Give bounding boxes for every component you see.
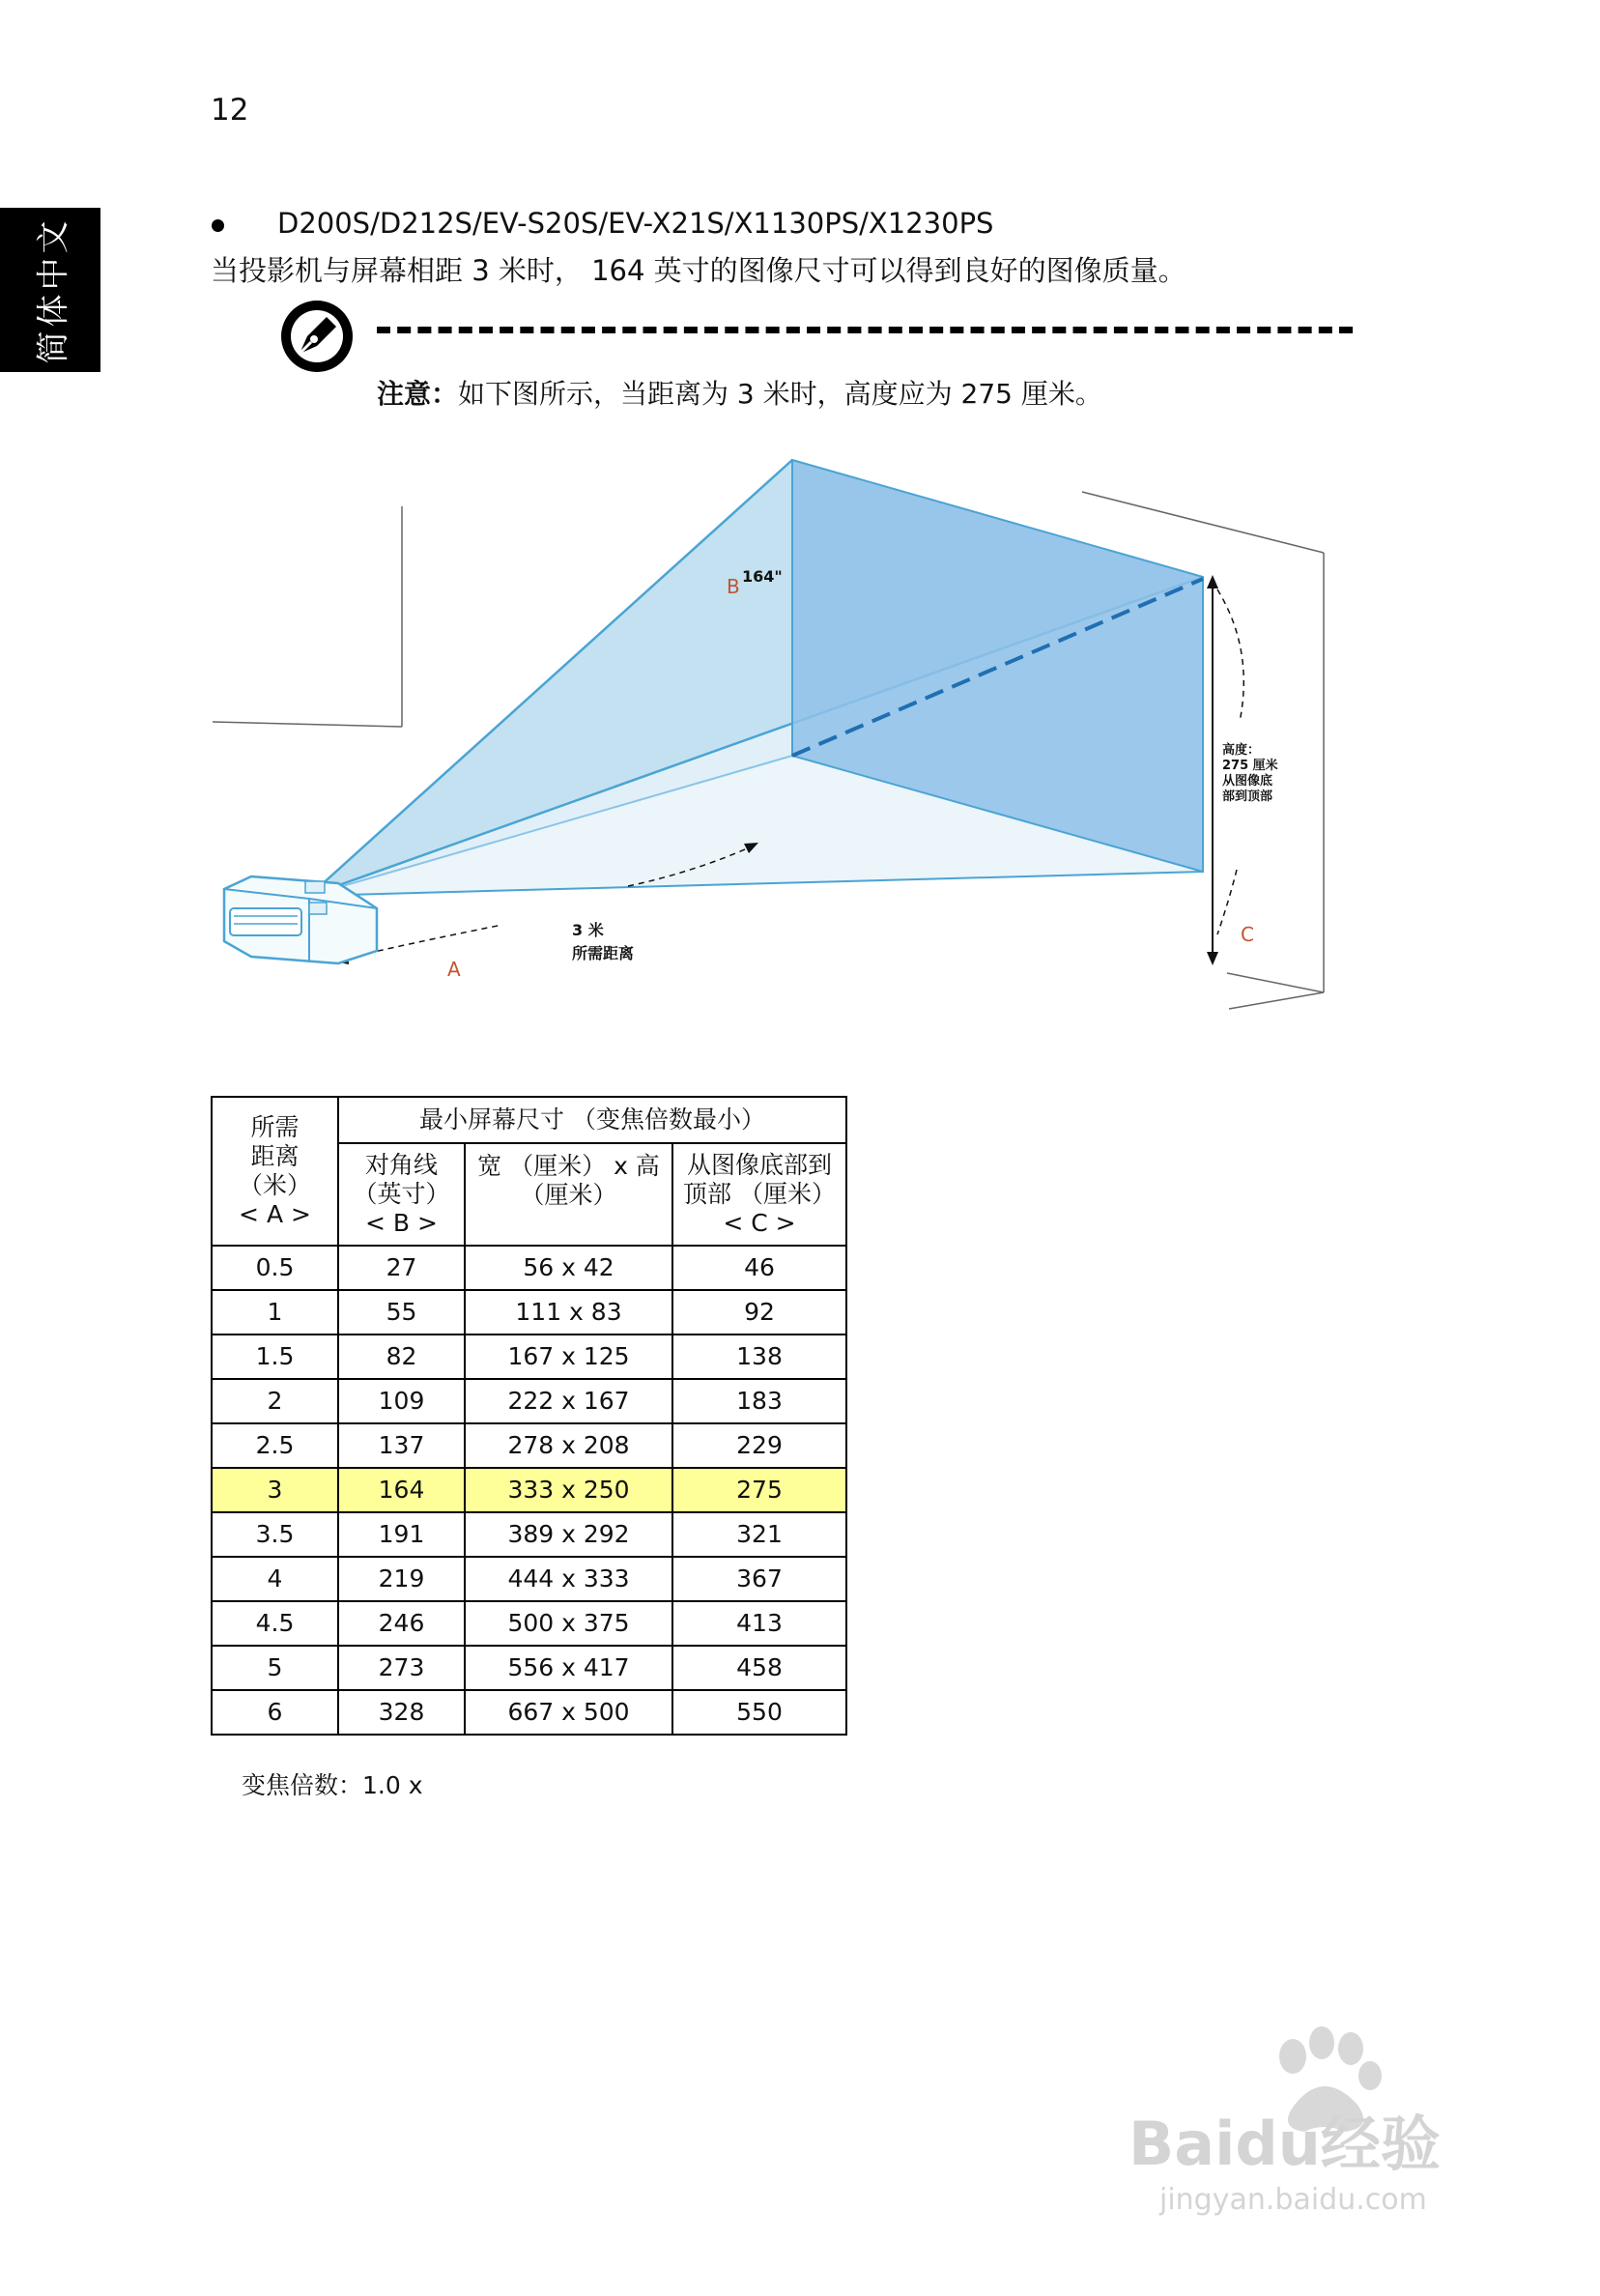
- note-pen-icon: [278, 298, 356, 375]
- cell-diagonal: 191: [338, 1512, 465, 1557]
- header-width-height-line: 宽 （厘米） x 高: [477, 1152, 660, 1180]
- table-body: [212, 1246, 846, 1735]
- header-bottom-to-top-line: 顶部 （厘米）: [683, 1180, 836, 1208]
- cell-bottom-to-top: 413: [672, 1601, 846, 1646]
- height-label-line1: 高度：: [1222, 743, 1261, 758]
- header-diagonal-line: （英寸）: [353, 1180, 450, 1208]
- header-min-screen-size: 最小屏幕尺寸 （变焦倍数最小）: [338, 1097, 846, 1143]
- cell-distance: 4: [212, 1557, 338, 1601]
- label-c: C: [1241, 923, 1254, 946]
- model-list: D200S/D212S/EV-S20S/EV-X21S/X1130PS/X1230PS: [277, 207, 994, 240]
- language-side-tab: [0, 208, 100, 372]
- height-label-line3: 从图像底: [1222, 774, 1273, 789]
- distance-caption: 所需距离: [572, 944, 635, 962]
- cell-distance: 3: [212, 1468, 338, 1512]
- height-arc-lower: [1217, 870, 1237, 934]
- header-bottom-to-top-line: < C >: [723, 1209, 796, 1237]
- floor-left-edge: [213, 722, 402, 727]
- cell-distance: 4.5: [212, 1601, 338, 1646]
- table-row: [212, 1601, 846, 1646]
- cell-distance: 0.5: [212, 1246, 338, 1290]
- note-body: 如下图所示，当距离为 3 米时，高度应为 275 厘米。: [458, 378, 1102, 410]
- cell-bottom-to-top: 183: [672, 1379, 846, 1423]
- cell-bottom-to-top: 138: [672, 1335, 846, 1379]
- height-label-line4: 部到顶部: [1222, 789, 1273, 804]
- header-diagonal-line: < B >: [365, 1209, 438, 1237]
- table-row: [212, 1379, 846, 1423]
- cell-width-height: 667 x 500: [465, 1690, 672, 1735]
- header-distance-line: 所需: [250, 1113, 300, 1141]
- header-distance-line: 距离: [250, 1142, 300, 1170]
- cell-width-height: 56 x 42: [465, 1246, 672, 1290]
- cell-diagonal: 55: [338, 1290, 465, 1335]
- header-bottom-to-top: [672, 1143, 846, 1246]
- note-text: [377, 373, 1102, 412]
- cell-width-height: 278 x 208: [465, 1423, 672, 1468]
- cell-width-height: 333 x 250: [465, 1468, 672, 1512]
- screen-size-table: [211, 1096, 847, 1736]
- cell-distance: 1: [212, 1290, 338, 1335]
- header-distance-line: < A >: [239, 1200, 311, 1228]
- cell-width-height: 500 x 375: [465, 1601, 672, 1646]
- table-row: [212, 1423, 846, 1468]
- cell-diagonal: 82: [338, 1335, 465, 1379]
- cell-diagonal: 164: [338, 1468, 465, 1512]
- cell-bottom-to-top: 275: [672, 1468, 846, 1512]
- cell-width-height: 444 x 333: [465, 1557, 672, 1601]
- label-b: B: [727, 575, 740, 598]
- height-arrow-bottom: [1207, 952, 1218, 965]
- cell-bottom-to-top: 321: [672, 1512, 846, 1557]
- ceiling-right-edge: [1082, 492, 1324, 553]
- table-row-highlighted: [212, 1468, 846, 1512]
- table-row: [212, 1646, 846, 1690]
- header-diagonal: [338, 1143, 465, 1246]
- cell-width-height: 556 x 417: [465, 1646, 672, 1690]
- cell-diagonal: 27: [338, 1246, 465, 1290]
- cell-bottom-to-top: 550: [672, 1690, 846, 1735]
- cell-diagonal: 109: [338, 1379, 465, 1423]
- table-row: [212, 1335, 846, 1379]
- distance-value: 3 米: [572, 921, 604, 939]
- cell-bottom-to-top: 46: [672, 1246, 846, 1290]
- cell-width-height: 389 x 292: [465, 1512, 672, 1557]
- cell-width-height: 111 x 83: [465, 1290, 672, 1335]
- diagonal-label: 164": [742, 567, 783, 586]
- cell-bottom-to-top: 229: [672, 1423, 846, 1468]
- label-a: A: [447, 958, 461, 981]
- table-row: [212, 1557, 846, 1601]
- header-width-height: [465, 1143, 672, 1246]
- cell-bottom-to-top: 367: [672, 1557, 846, 1601]
- header-distance-line: （米）: [238, 1171, 311, 1199]
- cell-bottom-to-top: 92: [672, 1290, 846, 1335]
- page-number: 12: [211, 93, 249, 128]
- cell-width-height: 222 x 167: [465, 1379, 672, 1423]
- height-label-line2: 275 厘米: [1222, 759, 1278, 773]
- cell-diagonal: 328: [338, 1690, 465, 1735]
- header-diagonal-line: 对角线: [364, 1151, 438, 1179]
- note-label: 注意：: [377, 378, 459, 410]
- language-side-tab-label: 简体中文: [34, 216, 73, 363]
- projection-diagram: [213, 446, 1353, 1026]
- cell-bottom-to-top: 458: [672, 1646, 846, 1690]
- baidu-jingyan-watermark: [1121, 2020, 1517, 2223]
- cell-distance: 3.5: [212, 1512, 338, 1557]
- cell-distance: 2.5: [212, 1423, 338, 1468]
- cell-diagonal: 273: [338, 1646, 465, 1690]
- cell-diagonal: 219: [338, 1557, 465, 1601]
- cell-width-height: 167 x 125: [465, 1335, 672, 1379]
- floor-right-edge: [1229, 992, 1324, 1009]
- cell-distance: 6: [212, 1690, 338, 1735]
- cell-distance: 1.5: [212, 1335, 338, 1379]
- header-bottom-to-top-line: 从图像底部到: [686, 1151, 832, 1179]
- cell-distance: 5: [212, 1646, 338, 1690]
- intro-paragraph: 当投影机与屏幕相距 3 米时， 164 英寸的图像尺寸可以得到良好的图像质量。: [211, 254, 1186, 287]
- cell-diagonal: 246: [338, 1601, 465, 1646]
- table-row: [212, 1290, 846, 1335]
- zoom-ratio-note: 变焦倍数：1.0 x: [242, 1771, 423, 1799]
- watermark-brand: Baidu经验: [1129, 2109, 1441, 2179]
- table-row: [212, 1246, 846, 1290]
- note-divider: [377, 327, 1353, 333]
- table-row: [212, 1512, 846, 1557]
- header-distance: [212, 1097, 338, 1246]
- watermark-url: jingyan.baidu.com: [1159, 2183, 1427, 2217]
- wall-base-edge: [1227, 973, 1324, 992]
- cell-distance: 2: [212, 1379, 338, 1423]
- height-arc-upper: [1217, 589, 1243, 722]
- header-width-height-line: （厘米）: [520, 1181, 617, 1209]
- table-row: [212, 1690, 846, 1735]
- height-arrow-top: [1207, 575, 1218, 588]
- bullet-icon: [212, 219, 224, 232]
- cell-diagonal: 137: [338, 1423, 465, 1468]
